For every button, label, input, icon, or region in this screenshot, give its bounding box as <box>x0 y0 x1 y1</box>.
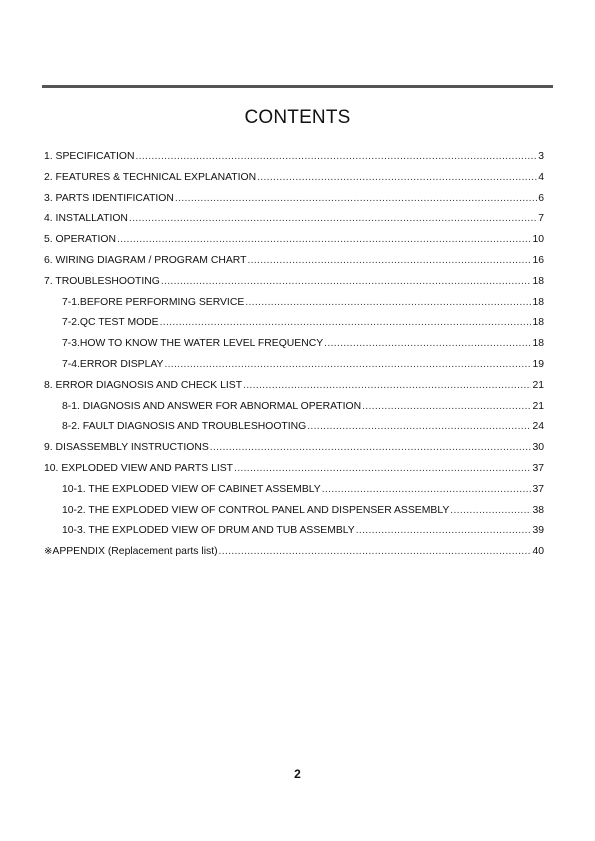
toc-entry-page: 38 <box>532 504 544 516</box>
toc-entry-page: 7 <box>538 213 544 225</box>
toc-entry-label: 7-3.HOW TO KNOW THE WATER LEVEL FREQUENCY <box>62 338 324 350</box>
table-of-contents <box>44 151 544 567</box>
toc-entry-label: 8-1. DIAGNOSIS AND ANSWER FOR ABNORMAL OPERATION <box>62 400 362 412</box>
toc-subentry-abnormal-operation[interactable] <box>44 401 544 422</box>
toc-entry-page: 18 <box>532 317 544 329</box>
toc-entry-page: 24 <box>532 421 544 433</box>
toc-entry-wiring-diagram[interactable] <box>44 255 544 276</box>
toc-entry-page: 39 <box>532 525 544 537</box>
toc-entry-page: 18 <box>532 296 544 308</box>
toc-entry-label: 2. FEATURES & TECHNICAL EXPLANATION <box>44 171 257 183</box>
toc-entry-page: 18 <box>532 338 544 350</box>
toc-entry-page: 19 <box>532 358 544 370</box>
toc-entry-page: 30 <box>532 442 544 454</box>
toc-entry-label: 10-1. THE EXPLODED VIEW OF CABINET ASSEMBLY <box>62 483 321 495</box>
toc-entry-label: 9. DISASSEMBLY INSTRUCTIONS <box>44 442 209 454</box>
toc-entry-label: 5. OPERATION <box>44 234 116 246</box>
toc-leader <box>129 213 537 224</box>
toc-leader <box>219 546 532 557</box>
toc-entry-features[interactable] <box>44 172 544 193</box>
toc-subentry-before-service[interactable] <box>44 297 544 318</box>
toc-entry-exploded-view[interactable] <box>44 463 544 484</box>
toc-entry-label: 6. WIRING DIAGRAM / PROGRAM CHART <box>44 254 247 266</box>
toc-leader <box>160 317 532 328</box>
toc-entry-page: 3 <box>538 151 544 162</box>
toc-entry-specification[interactable] <box>44 151 544 172</box>
toc-entry-label: APPENDIX (Replacement parts list) <box>52 546 218 558</box>
toc-leader <box>161 276 532 287</box>
toc-entry-page: 4 <box>538 171 544 183</box>
toc-entry-label: 7-1.BEFORE PERFORMING SERVICE <box>62 296 245 308</box>
toc-entry-error-diagnosis[interactable] <box>44 380 544 401</box>
toc-entry-label: 1. SPECIFICATION <box>44 151 135 162</box>
toc-leader <box>245 297 531 308</box>
toc-subentry-fault-diagnosis[interactable] <box>44 421 544 442</box>
toc-leader <box>324 338 531 349</box>
toc-subentry-drum-tub-assembly[interactable] <box>44 525 544 546</box>
toc-entry-page: 6 <box>538 192 544 204</box>
toc-entry-operation[interactable] <box>44 234 544 255</box>
toc-entry-page: 16 <box>532 254 544 266</box>
toc-leader <box>450 505 531 516</box>
toc-leader <box>362 401 531 412</box>
toc-entry-label: 10-3. THE EXPLODED VIEW OF DRUM AND TUB ASSEMBLY <box>62 525 355 537</box>
toc-leader <box>210 442 532 453</box>
page-number: 2 <box>294 767 301 781</box>
toc-leader <box>257 172 537 183</box>
toc-entry-label: 10. EXPLODED VIEW AND PARTS LIST <box>44 462 234 474</box>
toc-entry-label: 3. PARTS IDENTIFICATION <box>44 192 174 204</box>
toc-entry-parts-identification[interactable] <box>44 193 544 214</box>
toc-leader <box>243 380 531 391</box>
toc-leader <box>307 421 531 432</box>
toc-leader <box>247 255 531 266</box>
toc-entry-label: 8-2. FAULT DIAGNOSIS AND TROUBLESHOOTING <box>62 421 307 433</box>
toc-leader <box>322 484 532 495</box>
toc-subentry-cabinet-assembly[interactable] <box>44 484 544 505</box>
toc-entry-label: 8. ERROR DIAGNOSIS AND CHECK LIST <box>44 379 243 391</box>
toc-entry-page: 10 <box>532 234 544 246</box>
toc-entry-page: 37 <box>532 462 544 474</box>
toc-entry-page: 21 <box>532 400 544 412</box>
toc-entry-page: 40 <box>532 546 544 558</box>
toc-entry-label: 7-2.QC TEST MODE <box>62 317 159 329</box>
toc-entry-troubleshooting[interactable] <box>44 276 544 297</box>
toc-entry-label: 10-2. THE EXPLODED VIEW OF CONTROL PANEL AND DISPENSER ASSEMBLY <box>62 504 450 516</box>
toc-entry-label: 7. TROUBLESHOOTING <box>44 275 160 287</box>
toc-leader <box>356 525 532 536</box>
toc-entry-disassembly[interactable] <box>44 442 544 463</box>
toc-subentry-control-panel-assembly[interactable] <box>44 505 544 526</box>
toc-entry-installation[interactable] <box>44 213 544 234</box>
toc-leader <box>164 359 531 370</box>
toc-entry-label: 7-4.ERROR DISPLAY <box>62 358 164 370</box>
toc-entry-label: 4. INSTALLATION <box>44 213 128 225</box>
toc-leader <box>234 463 531 474</box>
toc-leader <box>117 234 531 245</box>
toc-leader <box>135 151 537 162</box>
reference-mark-icon: ※ <box>44 546 53 558</box>
toc-entry-page: 18 <box>532 275 544 287</box>
toc-subentry-water-level-frequency[interactable] <box>44 338 544 359</box>
toc-entry-appendix[interactable] <box>44 546 544 567</box>
toc-subentry-qc-test-mode[interactable] <box>44 317 544 338</box>
toc-subentry-error-display[interactable] <box>44 359 544 380</box>
page-title: CONTENTS <box>244 107 351 128</box>
toc-leader <box>175 193 537 204</box>
toc-entry-page: 21 <box>532 379 544 391</box>
top-rule <box>42 85 553 88</box>
toc-entry-page: 37 <box>532 483 544 495</box>
